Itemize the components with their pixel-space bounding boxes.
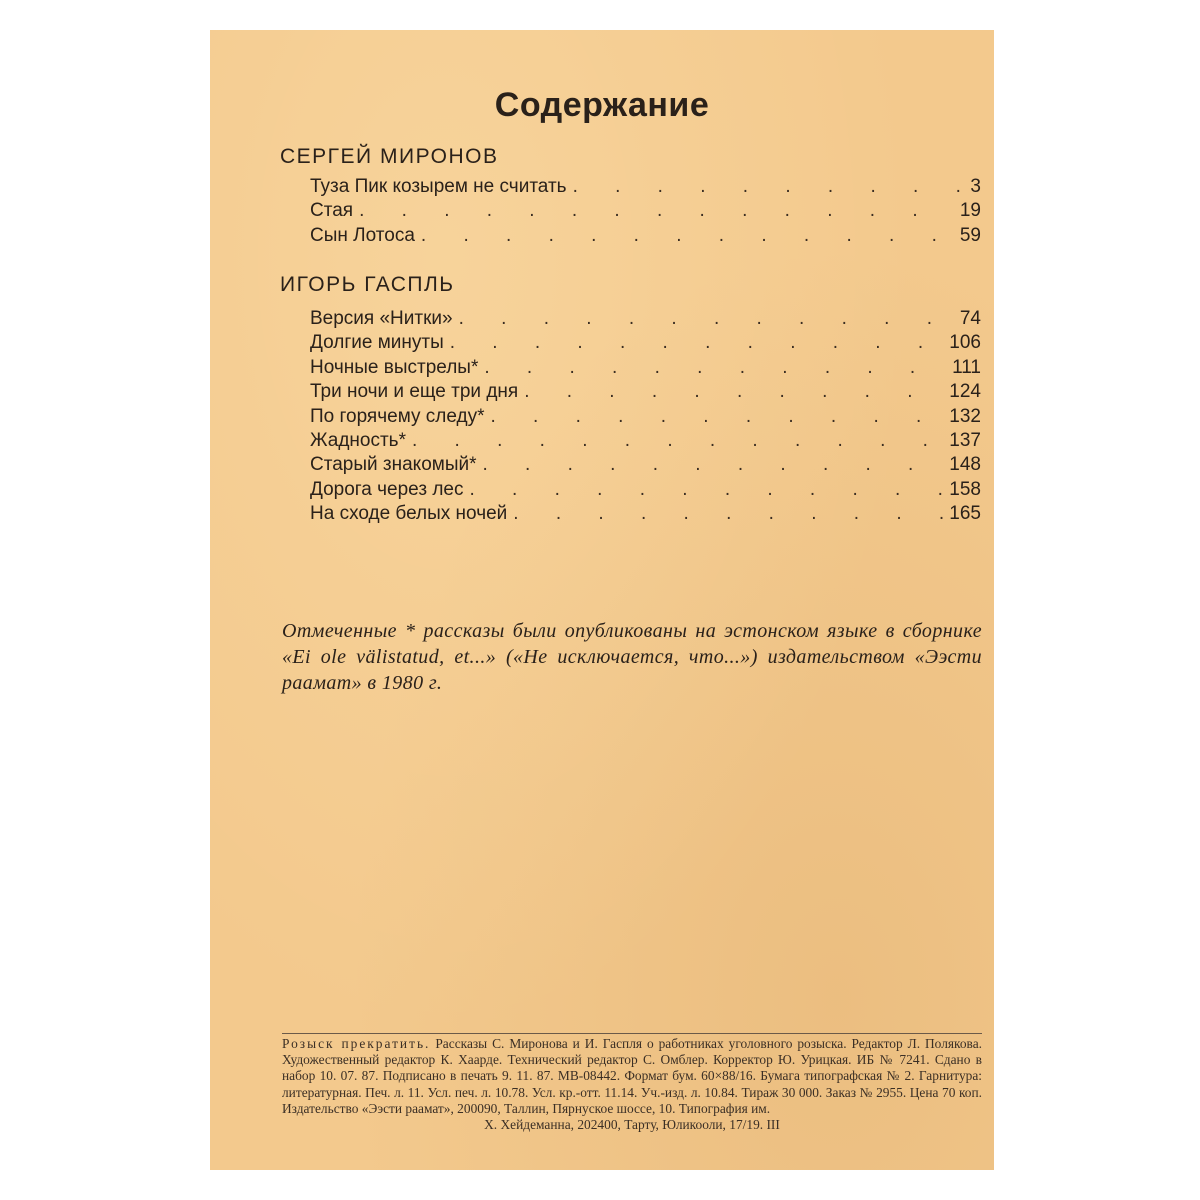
toc-entry-title: По горячему следу* xyxy=(310,405,485,427)
dot-leader xyxy=(490,406,943,428)
toc-entry xyxy=(310,406,981,430)
page-title: Содержание xyxy=(494,86,710,124)
toc-entry-page: 59 xyxy=(959,224,981,246)
dot-leader xyxy=(482,454,943,476)
toc-entry-title: Стая xyxy=(310,200,354,222)
toc-entry-page: 132 xyxy=(949,405,981,427)
toc-entry-page: 137 xyxy=(949,429,981,451)
toc-entry-title: Версия «Нитки» xyxy=(310,308,453,329)
toc-entry xyxy=(310,503,981,527)
imprint-last-line: Х. Хейдеманна, 202400, Тарту, Юликооли, 17/19. III xyxy=(484,1117,780,1133)
imprint-book-title: Розыск прекратить. xyxy=(282,1036,431,1051)
dot-leader xyxy=(421,225,954,247)
dot-leader xyxy=(359,200,954,222)
imprint-divider xyxy=(282,1033,982,1034)
toc-entry-title: Три ночи и еще три дня xyxy=(310,381,519,403)
toc-entry-title: Старый знакомый* xyxy=(310,454,477,476)
dot-leader xyxy=(484,357,946,379)
toc-entry xyxy=(310,430,981,454)
toc-list-gaspl xyxy=(310,308,981,528)
toc-entry-title: Сын Лотоса xyxy=(310,224,415,246)
toc-entry xyxy=(310,176,981,200)
imprint-text: Рассказы С. Миронова и И. Гаспля о работниках уголовного розыска. Редактор Л. Полякова. Художественный редактор К. Хаарде. Технический редактор С. Омблер. Корректор Ю. Урицкая. ИБ № 7241. Сдано в набор 10. 07. 87. Подписано в печать 9. 11. 87. МВ-08442. Формат бум. 60×88/16. Бумага типографская № 2. Гарнитура: литературная. Печ. л. 11. Усл. печ. л. 10.78. Усл. кр.-отт. 11.14. Уч.-изд. л. 10.84. Тираж 30 000. Заказ № 2955. Цена 70 коп. Издательство «Ээсти раамат», 200090, Таллин, Пярнуское шоссе, 10. Типография им. xyxy=(282,1036,982,1116)
author-heading-mironov: СЕРГЕЙ МИРОНОВ xyxy=(280,145,499,168)
toc-entry-title: Туза Пик козырем не считать xyxy=(310,176,567,197)
toc-entry-title: Долгие минуты xyxy=(310,332,444,354)
dot-leader xyxy=(573,176,965,198)
toc-entry xyxy=(310,479,981,503)
toc-entry-page: 124 xyxy=(949,381,981,403)
author-heading-gaspl: ИГОРЬ ГАСПЛЬ xyxy=(280,273,455,296)
toc-entry xyxy=(310,454,981,478)
dot-leader xyxy=(459,308,954,330)
toc-entry-page: 106 xyxy=(949,332,981,354)
footnote-note: Отмеченные * рассказы были опубликованы на эстонском языке в сборнике «Ei ole välistatud, et...» («Не исключается, что...») издательством «Ээсти раамат» в 1980 г. xyxy=(282,620,982,694)
toc-entry-title: Ночные выстрелы* xyxy=(310,356,479,378)
toc-entry xyxy=(310,332,981,356)
toc-entry-page: 111 xyxy=(952,356,981,378)
imprint-block xyxy=(282,1036,982,1133)
dot-leader xyxy=(450,332,944,354)
toc-entry-title: Дорога через лес xyxy=(310,478,464,500)
toc-list-mironov xyxy=(310,176,981,249)
toc-entry-title: Жадность* xyxy=(310,429,406,451)
toc-entry-page: 148 xyxy=(949,454,981,476)
toc-entry xyxy=(310,200,981,224)
toc-entry xyxy=(310,381,981,405)
book-page xyxy=(210,30,994,1170)
toc-entry-title: На сходе белых ночей xyxy=(310,503,508,525)
dot-leader xyxy=(412,430,943,452)
toc-entry xyxy=(310,308,981,332)
toc-entry xyxy=(310,225,981,249)
dot-leader xyxy=(469,479,943,501)
toc-entry-page: 158 xyxy=(949,478,981,500)
toc-entry-page: 165 xyxy=(949,503,981,525)
toc-entry-page: 3 xyxy=(970,176,981,197)
dot-leader xyxy=(524,381,943,403)
toc-entry xyxy=(310,357,981,381)
toc-entry-page: 74 xyxy=(959,308,981,329)
toc-entry-page: 19 xyxy=(959,200,981,222)
dot-leader xyxy=(513,503,943,525)
